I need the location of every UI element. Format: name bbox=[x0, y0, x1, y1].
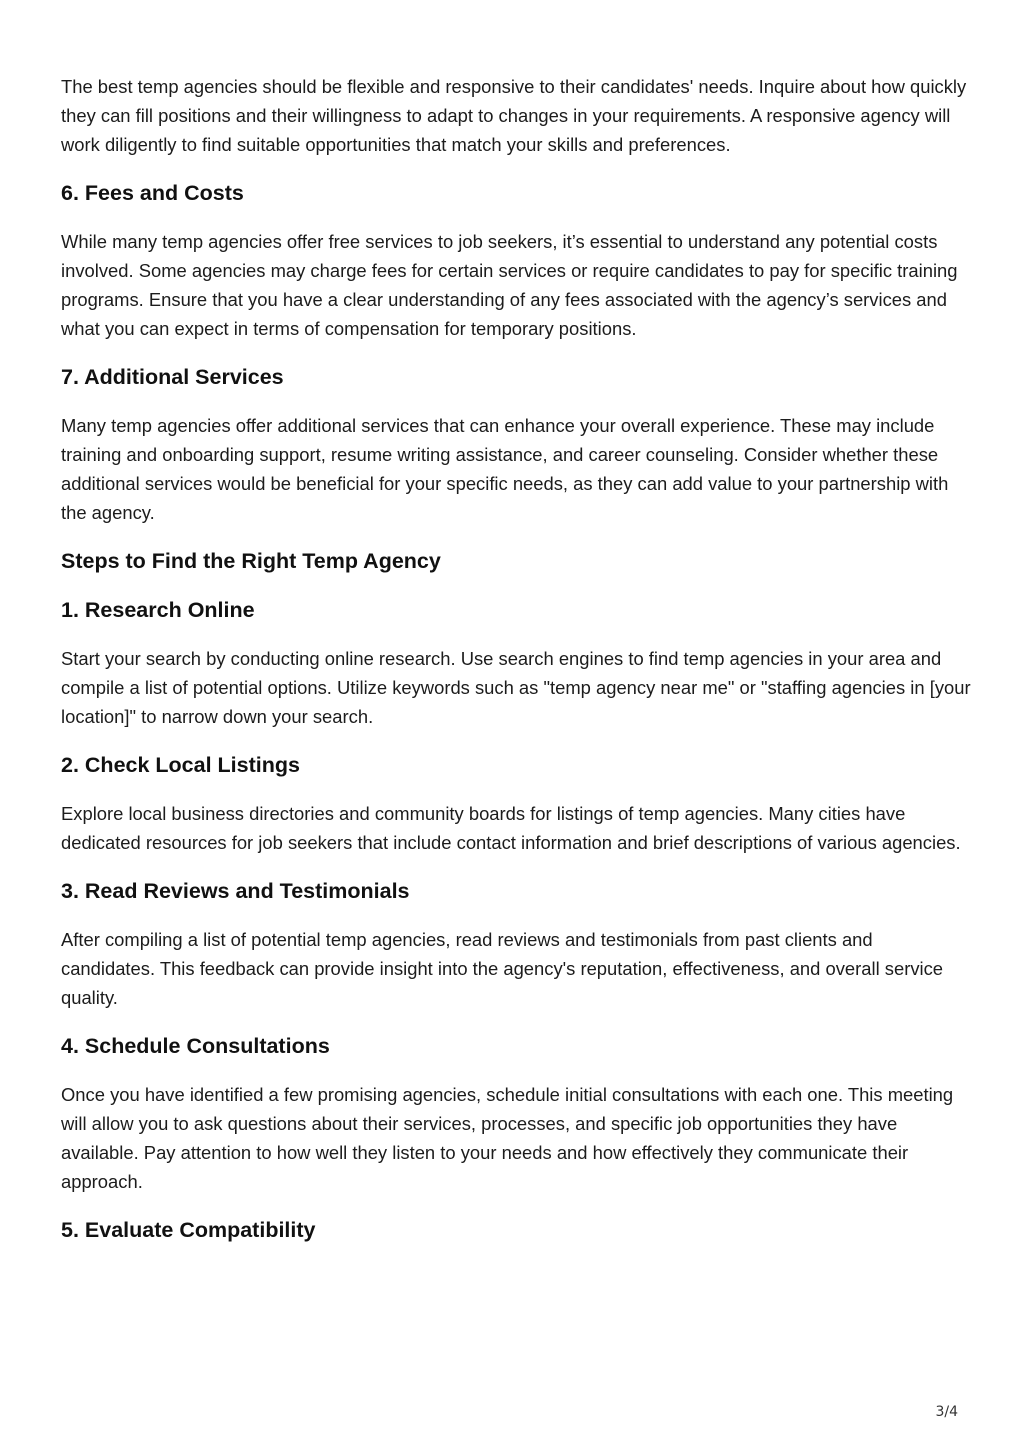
reviews-heading: 3. Read Reviews and Testimonials bbox=[61, 879, 410, 903]
document-page bbox=[61, 72, 971, 1245]
additional-services-paragraph: Many temp agencies offer additional services that can enhance your overall experience. These may include training and onboarding support, resume writing assistance, and career counseling. Consider whether these additional services would be beneficial for your specific needs, as they can add value to your partnership with the agency. bbox=[61, 415, 949, 523]
local-listings-paragraph: Explore local business directories and community boards for listings of temp agencies. Many cities have dedicated resources for job seekers that include contact information and brief descriptions of various agencies. bbox=[61, 803, 961, 853]
consultations-paragraph: Once you have identified a few promising agencies, schedule initial consultations with each one. This meeting will allow you to ask questions about their services, processes, and specific job opportunities they have available. Pay attention to how well they listen to your needs and how effectively they communicate their approach. bbox=[61, 1084, 954, 1192]
research-online-paragraph: Start your search by conducting online research. Use search engines to find temp agencies in your area and compile a list of potential options. Utilize keywords such as "temp agency near me" or "staffing agencies in [your location]" to narrow down your search. bbox=[61, 648, 971, 727]
local-listings-heading: 2. Check Local Listings bbox=[61, 753, 300, 777]
fees-costs-heading: 6. Fees and Costs bbox=[61, 181, 244, 205]
page-number: 3/4 bbox=[935, 1404, 958, 1420]
research-online-heading: 1. Research Online bbox=[61, 598, 255, 622]
intro-paragraph: The best temp agencies should be flexible and responsive to their candidates' needs. Inquire about how quickly they can fill positions and their willingness to adapt to changes in your requirements. A responsive agency will work diligently to find suitable opportunities that match your skills and preferences. bbox=[61, 76, 967, 155]
additional-services-heading: 7. Additional Services bbox=[61, 365, 284, 389]
steps-section-heading: Steps to Find the Right Temp Agency bbox=[61, 549, 441, 573]
reviews-paragraph: After compiling a list of potential temp agencies, read reviews and testimonials from past clients and candidates. This feedback can provide insight into the agency's reputation, effectiveness, and overall service quality. bbox=[61, 929, 944, 1008]
compatibility-heading: 5. Evaluate Compatibility bbox=[61, 1218, 316, 1242]
fees-costs-paragraph: While many temp agencies offer free services to job seekers, it’s essential to understand any potential costs involved. Some agencies may charge fees for certain services or require candidates to pay for specific training programs. Ensure that you have a clear understanding of any fees associated with the agency’s services and what you can expect in terms of compensation for temporary positions. bbox=[61, 231, 958, 339]
consultations-heading: 4. Schedule Consultations bbox=[61, 1034, 330, 1058]
